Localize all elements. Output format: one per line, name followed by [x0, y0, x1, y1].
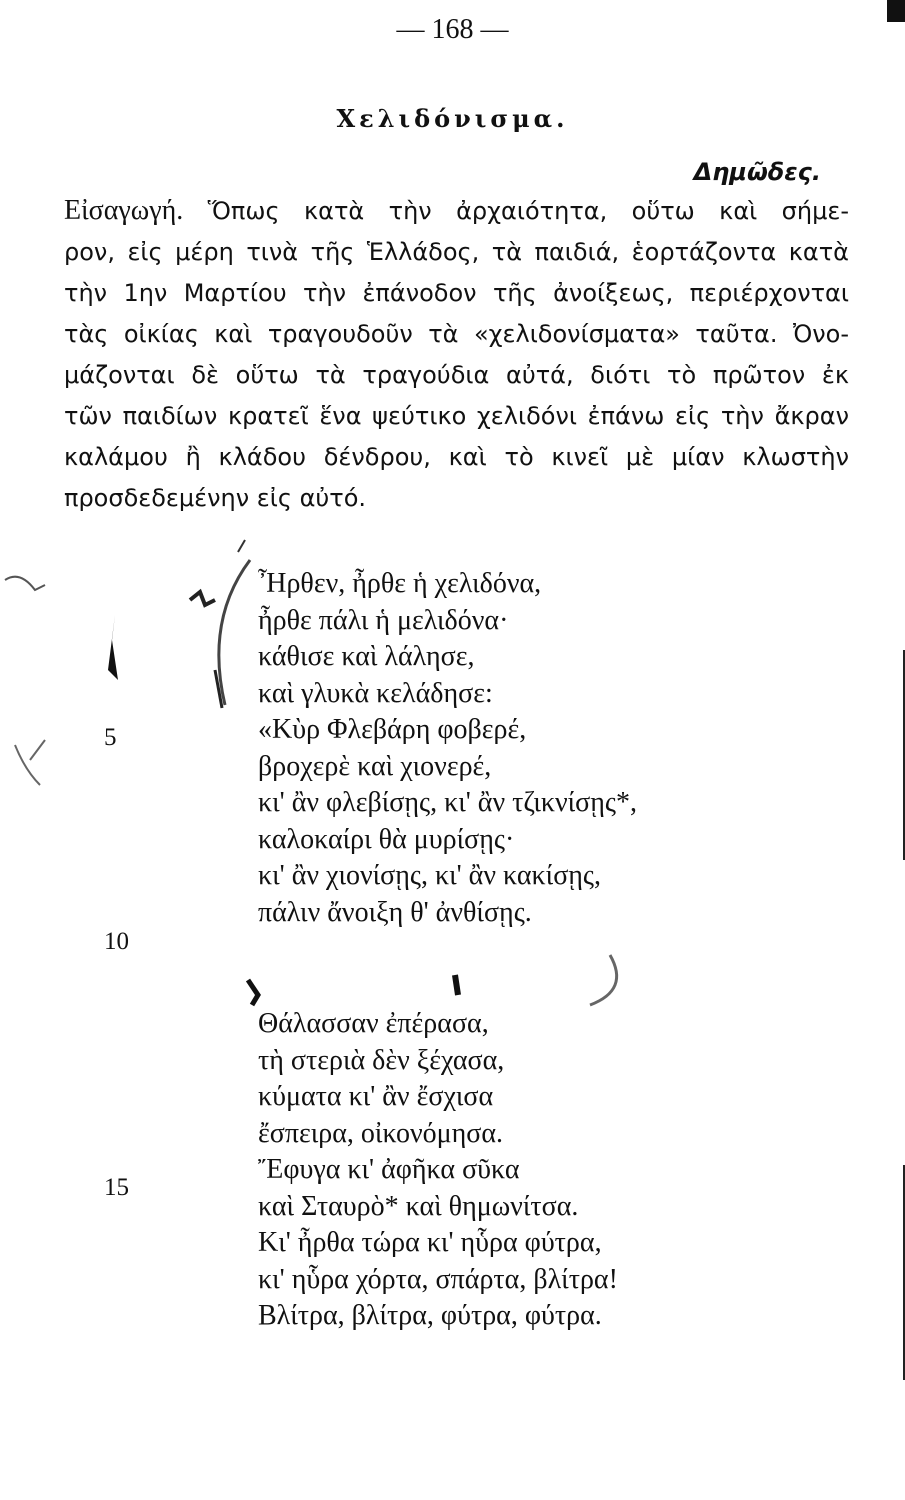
line-number: 10: [104, 928, 129, 955]
verse-line: βροχερὲ καὶ χιονερέ,: [258, 750, 492, 782]
verse-line: ἦρθε πάλι ἡ μελιδόνα·: [258, 604, 509, 636]
verse-line: κάθισε καὶ λάλησε,: [258, 641, 475, 672]
line-number: 5: [104, 724, 117, 751]
poem-stanza-1: [258, 566, 637, 931]
intro-line: μάζονται δὲ οὕτω τὰ τραγούδια αὐτά, διότι τὸ πρῶτον ἐκ: [64, 361, 849, 389]
handwritten-margin-marks: [0, 530, 260, 830]
verse-line: Θάλασσαν ἐπέρασα,: [258, 1008, 489, 1039]
verse-line: κύματα κι' ἂν ἔσχισα: [258, 1081, 494, 1112]
verse-line: πάλιν ἄνοιξη θ' ἀνθίσῃς.: [258, 896, 532, 928]
verse-line: Βλίτρα, βλίτρα, φύτρα, φύτρα.: [258, 1300, 602, 1331]
verse-line: κι' ἂν φλεβίσῃς, κι' ἂν τζικνίσῃς*,: [258, 787, 637, 818]
intro-line: τῶν παιδίων κρατεῖ ἕνα ψεύτικο χελιδόνι ἐπάνω εἰς τὴν ἄκραν: [64, 402, 849, 430]
intro-line: ρον, εἰς μέρη τινὰ τῆς Ἑλλάδος, τὰ παιδιά, ἑορτάζοντα κατὰ: [64, 238, 849, 266]
verse-line: Ἔφυγα κι' ἀφῆκα σῦκα: [258, 1154, 520, 1185]
verse-line: κι' ηὗρα χόρτα, σπάρτα, βλίτρα!: [258, 1263, 618, 1295]
intro-line-text: Ὅπως κατὰ τὴν ἀρχαιότητα, οὕτω καὶ σήμε-: [183, 197, 849, 225]
intro-line: τὰς οἰκίας καὶ τραγουδοῦν τὰ «χελιδονίσματα» ταῦτα. Ὀνο-: [64, 320, 849, 348]
intro-line: καλάμου ἢ κλάδου δένδρου, καὶ τὸ κινεῖ μὲ μίαν κλωστὴν: [64, 443, 849, 471]
intro-line: προσδεδεμένην εἰς αὐτό.: [64, 484, 367, 512]
genre-label: Δημῶδες.: [693, 158, 821, 186]
verse-line: Κι' ἦρθα τώρα κι' ηὗρα φύτρα,: [258, 1227, 602, 1258]
intro-label: Εἰσαγωγή.: [64, 195, 184, 226]
intro-line: [64, 190, 849, 232]
verse-line: καλοκαίρι θὰ μυρίσῃς·: [258, 823, 515, 855]
poem-title: Χελιδόνισμα.: [336, 104, 569, 133]
verse-line: καὶ Σταυρὸ* καὶ θημωνίτσα.: [258, 1190, 579, 1222]
page-number: — 168 —: [396, 14, 509, 45]
verse-line: ἔσπειρα, οἰκονόμησα.: [258, 1117, 504, 1149]
verse-line: «Κὺρ Φλεβάρη φοβερέ,: [258, 714, 527, 745]
verse-line: Ἦρθεν, ἦρθε ἡ χελιδόνα,: [258, 568, 542, 599]
verse-line: καὶ γλυκὰ κελάδησε:: [258, 677, 493, 709]
verse-line: κι' ἂν χιονίσῃς, κι' ἂν κακίσῃς,: [258, 860, 602, 891]
verse-line: τὴ στεριὰ δὲν ξέχασα,: [258, 1044, 505, 1076]
poem-stanza-2: [258, 1006, 618, 1335]
line-number: 15: [104, 1174, 129, 1201]
intro-line: τὴν 1ην Μαρτίου τὴν ἐπάνοδον τῆς ἀνοίξεως, περιέρχονται: [64, 279, 849, 307]
introduction-paragraph: [64, 190, 849, 519]
